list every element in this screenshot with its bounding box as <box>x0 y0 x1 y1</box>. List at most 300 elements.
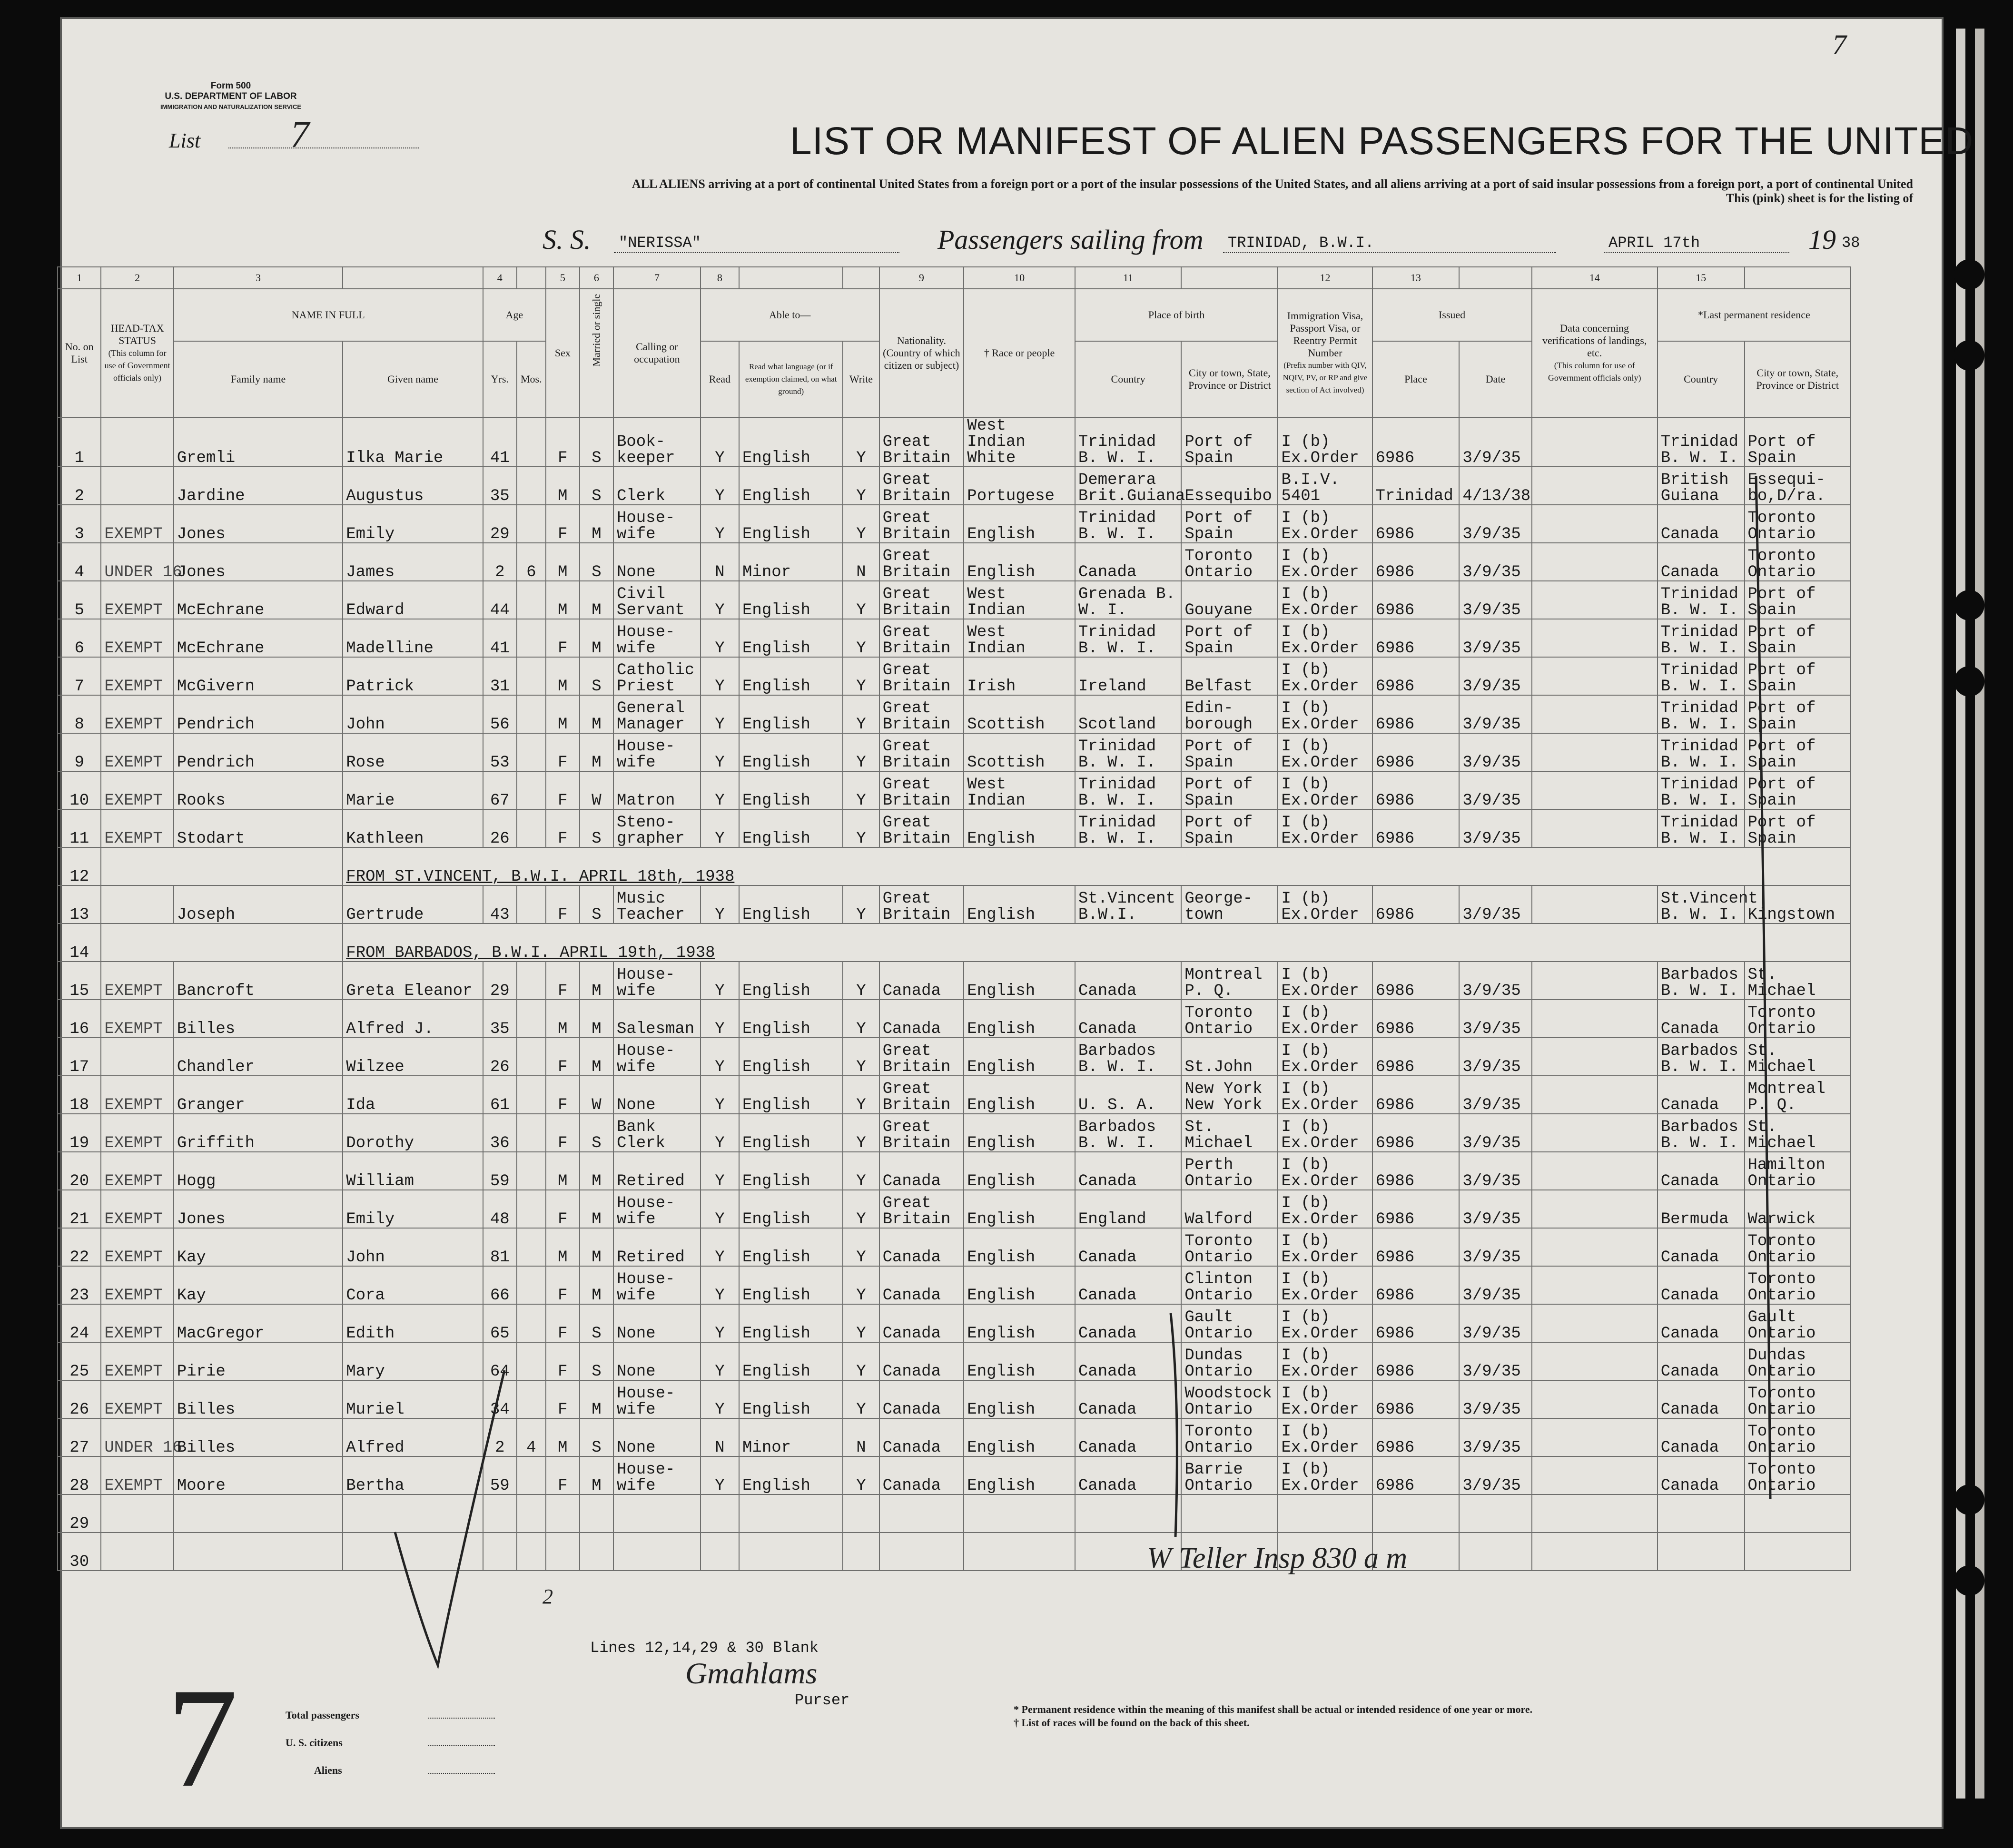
cell-idate: 3/9/35 <box>1459 771 1531 809</box>
cell-rcity: Port of Spain <box>1745 733 1851 771</box>
cell-idate: 3/9/35 <box>1459 1304 1531 1342</box>
cell-read: Y <box>701 657 739 695</box>
cell-bcountry: Trinidad B. W. I. <box>1075 619 1181 657</box>
cell-iplace: 6986 <box>1372 1152 1460 1190</box>
row-number: 19 <box>58 1114 101 1152</box>
cell-visa: I (b) Ex.Order <box>1278 1380 1372 1418</box>
cell-ms: M <box>580 581 613 619</box>
cell-idate: 3/9/35 <box>1459 1266 1531 1304</box>
list-number: 7 <box>290 114 309 156</box>
cell-ms: S <box>580 1304 613 1342</box>
row-number: 22 <box>58 1228 101 1266</box>
cell-rcountry: Trinidad B. W. I. <box>1658 581 1745 619</box>
cell-race: English <box>964 1266 1075 1304</box>
cell-sex: F <box>546 1076 580 1114</box>
cell-yrs: 36 <box>483 1114 517 1152</box>
cell-family: Kay <box>174 1266 343 1304</box>
cell-race: English <box>964 885 1075 924</box>
cell-iplace: 6986 <box>1372 1076 1460 1114</box>
header-yrs: Yrs. <box>483 341 517 417</box>
cell-yrs: 81 <box>483 1228 517 1266</box>
purser-label: Purser <box>795 1691 850 1709</box>
cell-rcity: Gault Ontario <box>1745 1304 1851 1342</box>
cell-tax: EXEMPT <box>101 1342 173 1380</box>
column-number: 15 <box>1658 267 1745 289</box>
cell-sex: F <box>546 1266 580 1304</box>
row-number: 14 <box>58 924 101 962</box>
row-number: 17 <box>58 1038 101 1076</box>
cell-idate: 3/9/35 <box>1459 619 1531 657</box>
cell-given: Bertha <box>343 1456 483 1494</box>
cell-sex: M <box>546 1228 580 1266</box>
column-number: 1 <box>58 267 101 289</box>
cell-sex: M <box>546 581 580 619</box>
cell-visa: I (b) Ex.Order <box>1278 505 1372 543</box>
cell-ms: S <box>580 417 613 467</box>
cell-bcountry: Barbados B. W. I. <box>1075 1038 1181 1076</box>
cell-read: Y <box>701 1190 739 1228</box>
cell-visa: I (b) Ex.Order <box>1278 1418 1372 1456</box>
header-mos: Mos. <box>517 341 546 417</box>
cell-idate: 3/9/35 <box>1459 1114 1531 1152</box>
cell-nat: Canada <box>879 1152 964 1190</box>
cell-occ: None <box>613 1076 701 1114</box>
verif-title: Data concerning verifications of landings, etc. <box>1542 322 1647 359</box>
cell-iplace: 6986 <box>1372 733 1460 771</box>
cell-given: Gertrude <box>343 885 483 924</box>
cell-tax: EXEMPT <box>101 1380 173 1418</box>
cell-sex: F <box>546 619 580 657</box>
manifest-subtitle-2: This (pink) sheet is for the listing of <box>1726 191 1913 205</box>
cell-visa: I (b) Ex.Order <box>1278 962 1372 1000</box>
cell-read: Y <box>701 417 739 467</box>
header-read-what: Read what language (or if exemption claimed, on what ground) <box>739 341 843 417</box>
footnote-residence: * Permanent residence within the meaning of this manifest shall be actual or intended residence of one year or more. <box>1014 1703 1533 1715</box>
cell-rcity: Port of Spain <box>1745 581 1851 619</box>
header-race: † Race or people <box>964 289 1075 417</box>
cell-family: Jones <box>174 505 343 543</box>
column-number: 3 <box>174 267 343 289</box>
cell-lang: English <box>739 733 843 771</box>
total-passengers-label: Total passengers <box>286 1709 360 1721</box>
cell-lang: English <box>739 467 843 505</box>
row-number: 13 <box>58 885 101 924</box>
cell-nat: Great Britain <box>879 543 964 581</box>
cell-write: N <box>843 1418 879 1456</box>
cell-lang: English <box>739 962 843 1000</box>
cell-lang: English <box>739 1380 843 1418</box>
cell-ms: M <box>580 619 613 657</box>
cell-bcountry: Canada <box>1075 1266 1181 1304</box>
cell-bcity: Toronto Ontario <box>1181 1418 1278 1456</box>
cell-given: William <box>343 1152 483 1190</box>
cell-tax: EXEMPT <box>101 1000 173 1038</box>
cell-nat: Canada <box>879 1380 964 1418</box>
cell-sex: M <box>546 1000 580 1038</box>
cell-race: English <box>964 505 1075 543</box>
cell-rcity: Warwick <box>1745 1190 1851 1228</box>
cell-write: Y <box>843 1266 879 1304</box>
cell-rcountry: British Guiana <box>1658 467 1745 505</box>
cell-rcountry: Canada <box>1658 1000 1745 1038</box>
cell-tax: EXEMPT <box>101 619 173 657</box>
cell-iplace: 6986 <box>1372 619 1460 657</box>
cell-race: Scottish <box>964 733 1075 771</box>
cell-occ: House- wife <box>613 962 701 1000</box>
cell-tax: EXEMPT <box>101 771 173 809</box>
cell-yrs: 2 <box>483 1418 517 1456</box>
cell-race: English <box>964 1000 1075 1038</box>
cell-occ: Steno- grapher <box>613 809 701 847</box>
cell-ms: S <box>580 885 613 924</box>
cell-occ: None <box>613 1304 701 1342</box>
cell-nat: Canada <box>879 1418 964 1456</box>
cell-lang: English <box>739 505 843 543</box>
cell-bcountry: Canada <box>1075 1152 1181 1190</box>
cell-bcity: Perth Ontario <box>1181 1152 1278 1190</box>
cell-ms: M <box>580 733 613 771</box>
cell-read: Y <box>701 1266 739 1304</box>
cell-rcity: Toronto Ontario <box>1745 1418 1851 1456</box>
margin-mark: 7 <box>167 1659 238 1817</box>
cell-occ: House- wife <box>613 619 701 657</box>
cell-family: Bancroft <box>174 962 343 1000</box>
cell-lang: English <box>739 1266 843 1304</box>
cell-sex: F <box>546 1038 580 1076</box>
cell-write: Y <box>843 1342 879 1380</box>
cell-rcity: Toronto Ontario <box>1745 1380 1851 1418</box>
cell-sex: F <box>546 1342 580 1380</box>
cell-ms: M <box>580 1000 613 1038</box>
aliens-label: Aliens <box>314 1764 342 1776</box>
cell-bcountry: Canada <box>1075 1380 1181 1418</box>
cell-iplace: 6986 <box>1372 1456 1460 1494</box>
cell-write: Y <box>843 619 879 657</box>
header-no-on-list: No. on List <box>58 289 101 417</box>
cell-tax: EXEMPT <box>101 1076 173 1114</box>
row-number: 12 <box>58 847 101 885</box>
cell-bcountry: England <box>1075 1190 1181 1228</box>
header-write: Write <box>843 341 879 417</box>
page-mark: 2 <box>543 1585 553 1608</box>
cell-nat: Great Britain <box>879 505 964 543</box>
cell-read: Y <box>701 962 739 1000</box>
cell-bcountry: St.Vincent B.W.I. <box>1075 885 1181 924</box>
header-name-in-full: NAME IN FULL <box>174 289 483 341</box>
cell-rcity: Port of Spain <box>1745 657 1851 695</box>
cell-idate: 3/9/35 <box>1459 1456 1531 1494</box>
service-name: IMMIGRATION AND NATURALIZATION SERVICE <box>160 103 302 110</box>
cell-read: Y <box>701 505 739 543</box>
cell-lang: English <box>739 695 843 733</box>
cell-tax: UNDER 16 <box>101 543 173 581</box>
cell-read: Y <box>701 1000 739 1038</box>
cell-race: English <box>964 962 1075 1000</box>
cell-race: English <box>964 1380 1075 1418</box>
cell-read: Y <box>701 1114 739 1152</box>
cell-nat: Canada <box>879 1456 964 1494</box>
cell-bcity: New York New York <box>1181 1076 1278 1114</box>
cell-bcity: Port of Spain <box>1181 417 1278 467</box>
cell-ms: W <box>580 1076 613 1114</box>
cell-occ: House- wife <box>613 733 701 771</box>
cell-family: Stodart <box>174 809 343 847</box>
inspector-note: W Teller Insp 830 a m <box>1147 1542 1408 1574</box>
cell-write: Y <box>843 1228 879 1266</box>
cell-ms: M <box>580 695 613 733</box>
cell-family: Jardine <box>174 467 343 505</box>
cell-family: Billes <box>174 1418 343 1456</box>
cell-yrs: 34 <box>483 1380 517 1418</box>
cell-lang: English <box>739 1076 843 1114</box>
cell-ms: S <box>580 467 613 505</box>
cell-ms: W <box>580 771 613 809</box>
cell-write: Y <box>843 733 879 771</box>
cell-read: Y <box>701 695 739 733</box>
cell-iplace: 6986 <box>1372 695 1460 733</box>
cell-sex: F <box>546 885 580 924</box>
column-number: 10 <box>964 267 1075 289</box>
cell-iplace: Trinidad <box>1372 467 1460 505</box>
cell-read: Y <box>701 885 739 924</box>
cell-family: Kay <box>174 1228 343 1266</box>
cell-sex: F <box>546 962 580 1000</box>
column-number: 6 <box>580 267 613 289</box>
cell-rcountry: Trinidad B. W. I. <box>1658 619 1745 657</box>
cell-idate: 3/9/35 <box>1459 417 1531 467</box>
cell-write: Y <box>843 1304 879 1342</box>
cell-read: Y <box>701 771 739 809</box>
cell-bcity: Edin- borough <box>1181 695 1278 733</box>
cell-occ: Catholic Priest <box>613 657 701 695</box>
cell-idate: 3/9/35 <box>1459 543 1531 581</box>
cell-tax: EXEMPT <box>101 581 173 619</box>
cell-yrs: 26 <box>483 1038 517 1076</box>
cell-lang: English <box>739 1304 843 1342</box>
ship-name: "NERISSA" <box>619 234 701 252</box>
cell-sex: F <box>546 505 580 543</box>
cell-iplace: 6986 <box>1372 1304 1460 1342</box>
cell-given: Ida <box>343 1076 483 1114</box>
departure-port: TRINIDAD, B.W.I. <box>1228 234 1374 252</box>
cell-rcountry: Trinidad B. W. I. <box>1658 771 1745 809</box>
cell-bcity: St.John <box>1181 1038 1278 1076</box>
manifest-subtitle: ALL ALIENS arriving at a port of continental United States from a foreign port or a port of the insular possessions of the United States, and all aliens arriving at a port of said insular possessions from a foreign port, a port of continental United <box>632 177 1913 191</box>
cell-race: English <box>964 1418 1075 1456</box>
cell-race: English <box>964 1304 1075 1342</box>
cell-given: Cora <box>343 1266 483 1304</box>
cell-visa: I (b) Ex.Order <box>1278 733 1372 771</box>
cell-ms: M <box>580 1456 613 1494</box>
header-family-name: Family name <box>174 341 343 417</box>
cell-bcity: Gault Ontario <box>1181 1304 1278 1342</box>
cell-given: Wilzee <box>343 1038 483 1076</box>
cell-read: Y <box>701 809 739 847</box>
cell-rcountry: Trinidad B. W. I. <box>1658 695 1745 733</box>
cell-visa: I (b) Ex.Order <box>1278 809 1372 847</box>
cell-ms: M <box>580 505 613 543</box>
cell-bcity: Woodstock Ontario <box>1181 1380 1278 1418</box>
cell-bcountry: Canada <box>1075 1304 1181 1342</box>
cell-bcountry: Canada <box>1075 1418 1181 1456</box>
cell-rcity: Port of Spain <box>1745 695 1851 733</box>
cell-family: Billes <box>174 1380 343 1418</box>
cell-nat: Great Britain <box>879 885 964 924</box>
cell-race: English <box>964 1228 1075 1266</box>
cell-race: Scottish <box>964 695 1075 733</box>
cell-iplace: 6986 <box>1372 1114 1460 1152</box>
cell-ms: S <box>580 809 613 847</box>
cell-bcountry: Trinidad B. W. I. <box>1075 809 1181 847</box>
cell-lang: English <box>739 1456 843 1494</box>
cell-sex: M <box>546 1152 580 1190</box>
row-number: 30 <box>58 1533 101 1571</box>
cell-nat: Great Britain <box>879 733 964 771</box>
cell-visa: I (b) Ex.Order <box>1278 771 1372 809</box>
cell-nat: Canada <box>879 962 964 1000</box>
cell-tax: EXEMPT <box>101 962 173 1000</box>
cell-read: Y <box>701 1380 739 1418</box>
cell-iplace: 6986 <box>1372 657 1460 695</box>
head-tax-title: HEAD-TAX STATUS <box>110 322 164 346</box>
row-number: 26 <box>58 1380 101 1418</box>
cell-family: Hogg <box>174 1152 343 1190</box>
cell-lang: English <box>739 885 843 924</box>
cell-lang: English <box>739 619 843 657</box>
cell-occ: Retired <box>613 1152 701 1190</box>
row-number: 4 <box>58 543 101 581</box>
cell-sex: F <box>546 417 580 467</box>
cell-family: Granger <box>174 1076 343 1114</box>
cell-sex: F <box>546 809 580 847</box>
cell-tax: EXEMPT <box>101 1266 173 1304</box>
cell-idate: 3/9/35 <box>1459 1380 1531 1418</box>
cell-occ: Civil Servant <box>613 581 701 619</box>
cell-idate: 3/9/35 <box>1459 885 1531 924</box>
cell-race: West Indian White <box>964 417 1075 467</box>
cell-occ: House- wife <box>613 1038 701 1076</box>
cell-nat: Great Britain <box>879 1190 964 1228</box>
cell-write: Y <box>843 467 879 505</box>
column-number: 11 <box>1075 267 1181 289</box>
cell-bcity: Walford <box>1181 1190 1278 1228</box>
row-number: 3 <box>58 505 101 543</box>
cell-family: McEchrane <box>174 581 343 619</box>
cell-bcity: Port of Spain <box>1181 809 1278 847</box>
cell-occ: None <box>613 543 701 581</box>
cell-tax: EXEMPT <box>101 1190 173 1228</box>
cell-tax: EXEMPT <box>101 1228 173 1266</box>
ss-label: S. S. <box>543 224 591 255</box>
cell-nat: Great Britain <box>879 809 964 847</box>
cell-visa: I (b) Ex.Order <box>1278 1114 1372 1152</box>
cell-occ: House- wife <box>613 505 701 543</box>
row-number: 6 <box>58 619 101 657</box>
cell-visa: I (b) Ex.Order <box>1278 1038 1372 1076</box>
cell-nat: Great Britain <box>879 417 964 467</box>
cell-visa: I (b) Ex.Order <box>1278 619 1372 657</box>
row-number: 25 <box>58 1342 101 1380</box>
cell-rcity: Port of Spain <box>1745 809 1851 847</box>
cell-family: Moore <box>174 1456 343 1494</box>
cell-rcountry: Canada <box>1658 1456 1745 1494</box>
cell-lang: English <box>739 1038 843 1076</box>
cell-race: English <box>964 1076 1075 1114</box>
married-label: Married or single <box>590 294 602 367</box>
row-number: 11 <box>58 809 101 847</box>
cell-read: N <box>701 543 739 581</box>
cell-write: Y <box>843 809 879 847</box>
row-number: 28 <box>58 1456 101 1494</box>
cell-write: Y <box>843 695 879 733</box>
cell-given: John <box>343 1228 483 1266</box>
header-issued: Issued <box>1372 289 1532 341</box>
cell-bcity: Gouyane <box>1181 581 1278 619</box>
cell-yrs: 44 <box>483 581 517 619</box>
cell-race: West Indian <box>964 771 1075 809</box>
cell-write: Y <box>843 1456 879 1494</box>
cell-visa: I (b) Ex.Order <box>1278 885 1372 924</box>
cell-rcountry: Trinidad B. W. I. <box>1658 733 1745 771</box>
cell-given: Muriel <box>343 1380 483 1418</box>
cell-rcity: Toronto Ontario <box>1745 1266 1851 1304</box>
cell-idate: 3/9/35 <box>1459 581 1531 619</box>
cell-occ: Clerk <box>613 467 701 505</box>
cell-rcountry: Barbados B. W. I. <box>1658 1038 1745 1076</box>
cell-occ: Matron <box>613 771 701 809</box>
cell-read: Y <box>701 619 739 657</box>
cell-family: Chandler <box>174 1038 343 1076</box>
cell-given: Ilka Marie <box>343 417 483 467</box>
cell-given: James <box>343 543 483 581</box>
cell-visa: I (b) Ex.Order <box>1278 1456 1372 1494</box>
cell-sex: F <box>546 1114 580 1152</box>
department-name: U.S. DEPARTMENT OF LABOR <box>165 91 297 101</box>
cell-occ: House- wife <box>613 1190 701 1228</box>
cell-nat: Great Britain <box>879 1038 964 1076</box>
cell-tax: EXEMPT <box>101 1152 173 1190</box>
cell-race: English <box>964 809 1075 847</box>
cell-read: Y <box>701 1152 739 1190</box>
column-number: 13 <box>1372 267 1460 289</box>
cell-idate: 3/9/35 <box>1459 962 1531 1000</box>
cell-read: Y <box>701 1304 739 1342</box>
cell-nat: Great Britain <box>879 1114 964 1152</box>
cell-bcity: George- town <box>1181 885 1278 924</box>
cell-bcity: Belfast <box>1181 657 1278 695</box>
column-number: 12 <box>1278 267 1372 289</box>
cell-rcountry: Canada <box>1658 1342 1745 1380</box>
cell-occ: Book- keeper <box>613 417 701 467</box>
cell-idate: 3/9/35 <box>1459 733 1531 771</box>
cell-rcity: St. Michael <box>1745 962 1851 1000</box>
cell-yrs: 41 <box>483 619 517 657</box>
cell-given: Edward <box>343 581 483 619</box>
cell-write: Y <box>843 657 879 695</box>
cell-given: Emily <box>343 1190 483 1228</box>
cell-race: Irish <box>964 657 1075 695</box>
column-number: 5 <box>546 267 580 289</box>
cell-ms: M <box>580 1190 613 1228</box>
cell-given: Augustus <box>343 467 483 505</box>
year-prefix: 19 <box>1808 224 1836 255</box>
cell-race: English <box>964 543 1075 581</box>
cell-rcountry: Canada <box>1658 505 1745 543</box>
cell-tax: UNDER 16 <box>101 1418 173 1456</box>
cell-race: West Indian <box>964 581 1075 619</box>
cell-yrs: 53 <box>483 733 517 771</box>
row-number: 18 <box>58 1076 101 1114</box>
